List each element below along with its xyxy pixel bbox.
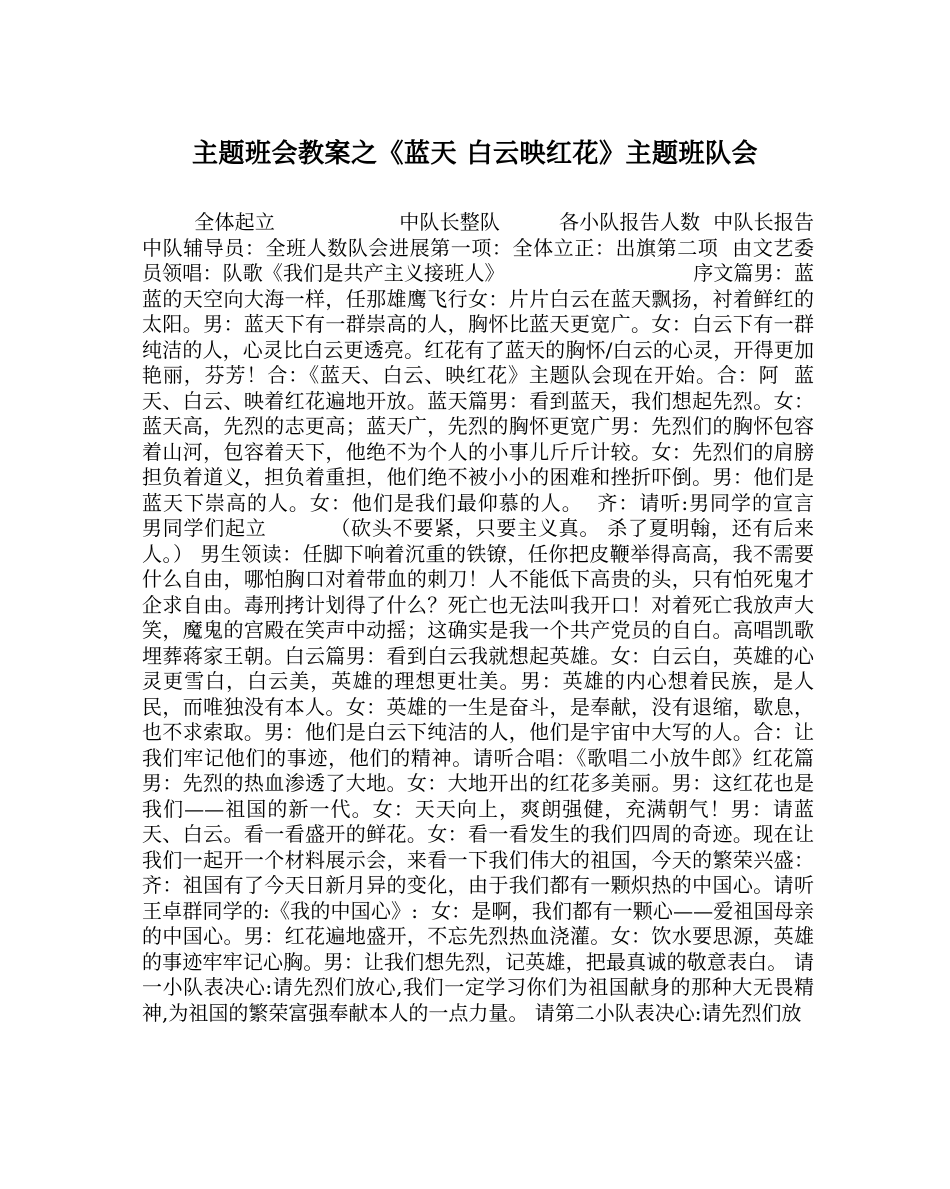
document-body	[142, 210, 935, 1026]
document-title: 主题班会教案之《蓝天 白云映红花》主题班队会	[191, 139, 759, 169]
body-paragraph: 全体起立 中队长整队 各小队报告人数 中队长报告中队辅导员：全班人数队会进展第一项：全体立正：出旗第二项 由文艺委员领唱：队歌《我们是共产主义接班人》 序文篇男：蓝蓝的天空向大海一样，任那雄鹰飞行女：片片白云在蓝天飘扬，衬着鲜红的太阳。男：蓝天下有一群崇高的人，胸怀比蓝天更宽广。女：白云下有一群纯洁的人，心灵比白云更透亮。红花有了蓝天的胸怀/白云的心灵，开得更加艳丽，芬芳！合：《蓝天、白云、映红花》主题队会现在开始。合：阿 蓝天、白云、映着红花遍地开放。蓝天篇男：看到蓝天，我们想起先烈。女：蓝天高，先烈的志更高；蓝天广，先烈的胸怀更宽广男：先烈们的胸怀包容着山河，包容着天下，他绝不为个人的小事儿斤斤计较。女：先烈们的肩膀担负着道义，担负着重担，他们绝不被小小的困难和挫折吓倒。男：他们是蓝天下崇高的人。女：他们是我们最仰慕的人。 齐：请听:男同学的宣言 男同学们起立 （砍头不要紧，只要主义真。 杀了夏明翰，还有后来人。） 男生领读：任脚下响着沉重的铁镣，任你把皮鞭举得高高，我不需要什么自由，哪怕胸口对着带血的刺刀！人不能低下高贵的头，只有怕死鬼才企求自由。毒刑拷计划得了什么？死亡也无法叫我开口！对着死亡我放声大笑，魔鬼的宫殿在笑声中动摇；这确实是我一个共产党员的自白。高唱凯歌埋葬蒋家王朝。白云篇男：看到白云我就想起英雄。女：白云白，英雄的心灵更雪白，白云美，英雄的理想更壮美。男：英雄的内心想着民族，是人民，而唯独没有本人。女：英雄的一生是奋斗，是奉献，没有退缩，歇息，也不求索取。男：他们是白云下纯洁的人，他们是宇宙中大写的人。合：让我们牢记他们的事迹，他们的精神。请听合唱：《歌唱二小放牛郎》红花篇男：先烈的热血渗透了大地。女：大地开出的红花多美丽。男：这红花也是我们——祖国的新一代。女：天天向上，爽朗强健，充满朝气！男：请蓝天、白云。看一看盛开的鲜花。女：看一看发生的我们四周的奇迹。现在让我们一起开一个材料展示会，来看一下我们伟大的祖国，今天的繁荣兴盛： 齐：祖国有了今天日新月异的变化，由于我们都有一颗炽热的中国心。请听王卓群同学的:《我的中国心》: 女：是啊，我们都有一颗心——爱祖国母亲的中国心。男：红花遍地盛开，不忘先烈热血浇灌。女：饮水要思源，英雄的事迹牢牢记心胸。男：让我们想先烈，记英雄，把最真诚的敬意表白。 请一小队表决心:请先烈们放心,我们一定学习你们为祖国献身的那种大无畏精神,为祖国的繁荣富强奉献本人的一点力量。 请第二小队表决心:请先烈们放	[142, 210, 935, 1025]
